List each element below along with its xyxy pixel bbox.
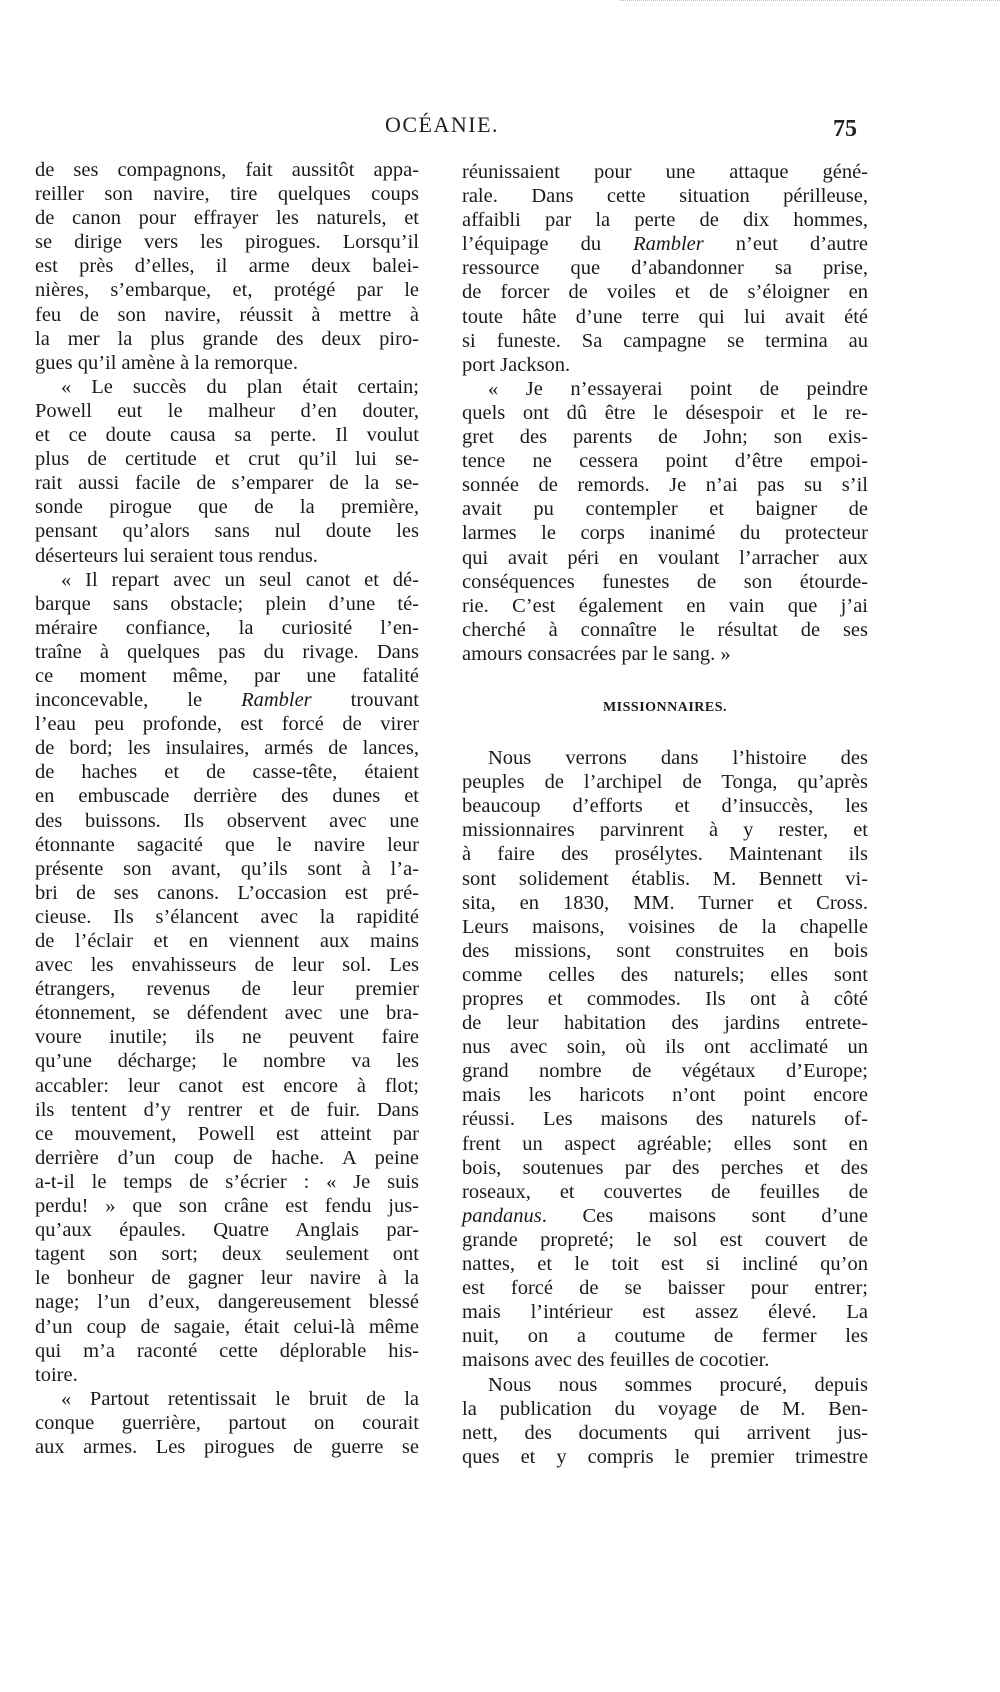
- text-line: Leurs maisons, voisines de la chapelle: [462, 915, 868, 938]
- text-line: missionnaires parvinrent à y rester, et: [462, 819, 868, 842]
- text-line: conque guerrière, partout on courait: [35, 1411, 419, 1434]
- paragraph: [35, 1387, 419, 1459]
- text-line: le bonheur de gagner leur navire à la: [35, 1267, 419, 1290]
- text-line: « Je n’essayerai point de peindre: [488, 377, 868, 400]
- text-line: des missions, sont construites en bois: [462, 939, 868, 962]
- paragraph: [35, 568, 419, 1387]
- text-line: bois, soutenues par des perches et des: [462, 1156, 868, 1179]
- text-line: sonde pirogue que de la première,: [35, 496, 419, 519]
- text-line: mais l’intérieur est assez élevé. La: [462, 1301, 868, 1324]
- text-line: réunissaient pour une attaque géné-: [462, 161, 868, 183]
- section-heading: MISSIONNAIRES.: [602, 699, 728, 715]
- text-line: nus avec soin, où ils ont acclimaté un: [462, 1036, 868, 1059]
- text-line: nage; l’un d’eux, dangereusement blessé: [35, 1291, 419, 1314]
- text-line: toute hâte d’une terre qui lui avait été: [462, 305, 868, 328]
- text-line: réussi. Les maisons des naturels of-: [462, 1108, 868, 1131]
- text-line: nières, s’embarque, et, protégé par le: [35, 279, 419, 302]
- text-line: beaucoup d’efforts et d’insuccès, les: [462, 795, 868, 818]
- text-line: de haches et de casse-tête, étaient: [35, 761, 419, 784]
- paragraph: [462, 160, 868, 377]
- text-line: en embuscade derrière des dunes et: [35, 785, 419, 808]
- text-line: ressource que d’abandonner sa prise,: [462, 257, 868, 280]
- text-line: nuit, on a coutume de fermer les: [462, 1325, 868, 1348]
- text-line: qui m’a raconté cette déplorable his-: [35, 1339, 419, 1362]
- text-line: a-t-il le temps de s’écrier : « Je suis: [35, 1170, 419, 1193]
- text-line: voure inutile; ils ne peuvent faire: [35, 1026, 419, 1049]
- text-line: roseaux, et couvertes de feuilles de: [462, 1180, 868, 1203]
- text-line: sita, en 1830, MM. Turner et Cross.: [462, 891, 868, 914]
- text-line: qu’une décharge; le nombre va les: [35, 1050, 419, 1073]
- text-line: nett, des documents qui arrivent jus-: [462, 1421, 868, 1444]
- text-line: tence ne cessera point d’être empoi-: [462, 450, 868, 473]
- text-line: gues qu’il amène à la remorque.: [35, 351, 298, 374]
- italic-ship-name: pandanus: [462, 1204, 542, 1227]
- text-line: cieuse. Ils s’élancent avec la rapidité: [35, 905, 419, 928]
- text-line: gret des parents de John; son exis-: [462, 426, 868, 449]
- text-line: de leur habitation des jardins entrete-: [462, 1012, 868, 1035]
- text-line: « Partout retentissait le bruit de la: [61, 1387, 419, 1410]
- text-line: larmes le corps inanimé du protecteur: [462, 522, 868, 545]
- text-line: traîne à quelques pas du rivage. Dans: [35, 640, 419, 663]
- text-line: sonnée de remords. Je n’ai pas su s’il: [462, 474, 868, 497]
- scan-edge-artifact: [620, 0, 1000, 5]
- text-line: ques et y compris le premier trimestre: [462, 1445, 868, 1468]
- paragraph: [462, 377, 868, 666]
- paragraph: [35, 158, 419, 375]
- text-line: perdu! » que son crâne est fendu jus-: [35, 1195, 419, 1218]
- text-line: « Il repart avec un seul canot et dé-: [61, 568, 419, 591]
- text-line: plus de certitude et crut qu’il lui se-: [35, 448, 419, 471]
- text-line: cherché à connaître le résultat de ses: [462, 618, 868, 641]
- text-line: est près d’elles, il arme deux balei-: [35, 255, 419, 278]
- text-line: barque sans obstacle; plein d’une té-: [35, 592, 419, 615]
- running-head: [0, 112, 1000, 142]
- text-line: tagent son sort; deux seulement ont: [35, 1243, 419, 1266]
- text-line: grand nombre de végétaux d’Europe;: [462, 1060, 868, 1083]
- text-line: conséquences funestes de son étourde-: [462, 570, 868, 593]
- text-line: à faire des prosélytes. Maintenant ils: [462, 843, 868, 866]
- text-line: Nous nous sommes procuré, depuis: [488, 1373, 868, 1396]
- text-line: étrangers, revenus de leur premier: [35, 978, 419, 1001]
- text-line: peuples de l’archipel de Tonga, qu’après: [462, 771, 868, 794]
- text-line: Nous verrons dans l’histoire des: [488, 747, 868, 770]
- text-line: méraire confiance, la curiosité l’en-: [35, 616, 419, 639]
- text-line: bri de ses canons. L’occasion est pré-: [35, 881, 419, 904]
- text-line: inconcevable, le Rambler trouvant: [35, 689, 419, 712]
- text-line: accabler: leur canot est encore à flot;: [35, 1074, 419, 1097]
- text-line: pensant qu’alors sans nul doute les: [35, 520, 419, 543]
- text-line: toire.: [35, 1363, 78, 1386]
- text-line: la publication du voyage de M. Ben-: [462, 1397, 868, 1420]
- text-line: mais les haricots n’ont point encore: [462, 1084, 868, 1107]
- text-line: étonnante sagacité que le navire leur: [35, 833, 419, 856]
- text-line: est forcé de se baisser pour entrer;: [462, 1277, 868, 1300]
- right-column: [462, 160, 868, 1469]
- left-column: [35, 158, 419, 1459]
- right-column-after-heading: [462, 746, 868, 1469]
- text-line: feu de son navire, réussit à mettre à: [35, 303, 419, 326]
- text-line: ils tentent d’y rentrer et de fuir. Dans: [35, 1098, 419, 1121]
- text-line: qu’aux épaules. Quatre Anglais par-: [35, 1219, 419, 1242]
- text-line: nattes, et le toit est si incliné qu’on: [462, 1253, 868, 1276]
- text-line: Powell eut le malheur d’en douter,: [35, 399, 419, 422]
- text-line: présente son avant, qu’ils sont à l’a-: [35, 857, 419, 880]
- text-line: ce mouvement, Powell est atteint par: [35, 1122, 419, 1145]
- text-line: déserteurs lui seraient tous rendus.: [35, 544, 318, 567]
- text-line: de bord; les insulaires, armés de lances,: [35, 737, 419, 760]
- text-line: quels ont dû être le désespoir et le re-: [462, 401, 868, 424]
- text-line: derrière d’un coup de hache. A peine: [35, 1146, 419, 1169]
- text-line: rie. C’est également en vain que j’ai: [462, 594, 868, 617]
- text-line: aux armes. Les pirogues de guerre se: [35, 1435, 419, 1458]
- text-line: étonnement, se défendent avec une bra-: [35, 1002, 419, 1025]
- text-line: l’équipage du Rambler n’eut d’autre: [462, 233, 869, 256]
- text-line: la mer la plus grande des deux piro-: [35, 327, 419, 350]
- text-line: amours consacrées par le sang. »: [462, 642, 731, 665]
- text-line: si funeste. Sa campagne se termina au: [462, 329, 868, 352]
- text-line: de canon pour effrayer les naturels, et: [35, 207, 419, 230]
- text-line: qui avait péri en voulant l’arracher aux: [462, 546, 868, 569]
- text-line: et ce doute causa sa perte. Il voulut: [35, 424, 419, 447]
- page-number: 75: [833, 116, 857, 142]
- text-line: avait pu contempler et baigner de: [462, 498, 868, 521]
- paragraph: [35, 375, 419, 568]
- text-line: « Le succès du plan était certain;: [61, 375, 419, 398]
- text-line: affaibli par la perte de dix hommes,: [462, 209, 868, 232]
- right-column-before-heading: [462, 160, 868, 666]
- text-line: rale. Dans cette situation périlleuse,: [462, 185, 868, 208]
- italic-ship-name: Rambler: [241, 689, 312, 712]
- text-line: reiller son navire, tire quelques coups: [35, 183, 419, 206]
- text-line: de ses compagnons, fait aussitôt appa-: [35, 159, 419, 181]
- text-line: grande propreté; le sol est couvert de: [462, 1228, 868, 1251]
- text-line: se dirige vers les pirogues. Lorsqu’il: [35, 231, 419, 254]
- text-line: l’eau peu profonde, est forcé de virer: [35, 713, 419, 736]
- text-line: propres et commodes. Ils ont à côté: [462, 988, 868, 1010]
- text-line: maisons avec des feuilles de cocotier.: [462, 1349, 770, 1372]
- text-line: comme celles des naturels; elles sont: [462, 963, 868, 986]
- paragraph: [462, 746, 868, 1372]
- text-line: d’un coup de sagaie, était celui-là même: [35, 1315, 419, 1338]
- paragraph: [462, 1373, 868, 1469]
- text-line: de forcer de voiles et de s’éloigner en: [462, 281, 868, 304]
- running-title: OCÉANIE.: [385, 112, 500, 137]
- text-line: frent un aspect agréable; elles sont en: [462, 1132, 868, 1155]
- text-line: sont solidement établis. M. Bennett vi-: [462, 867, 868, 890]
- text-line: avec les envahisseurs de leur sol. Les: [35, 954, 419, 977]
- italic-ship-name: Rambler: [633, 233, 704, 256]
- text-line: port Jackson.: [462, 353, 571, 376]
- text-line: rait aussi facile de s’emparer de la se-: [35, 472, 419, 495]
- text-line: pandanus. Ces maisons sont d’une: [462, 1204, 868, 1227]
- text-line: de l’éclair et en viennent aux mains: [35, 930, 419, 952]
- text-line: des buissons. Ils observent avec une: [35, 809, 419, 832]
- text-line: ce moment même, par une fatalité: [35, 664, 419, 687]
